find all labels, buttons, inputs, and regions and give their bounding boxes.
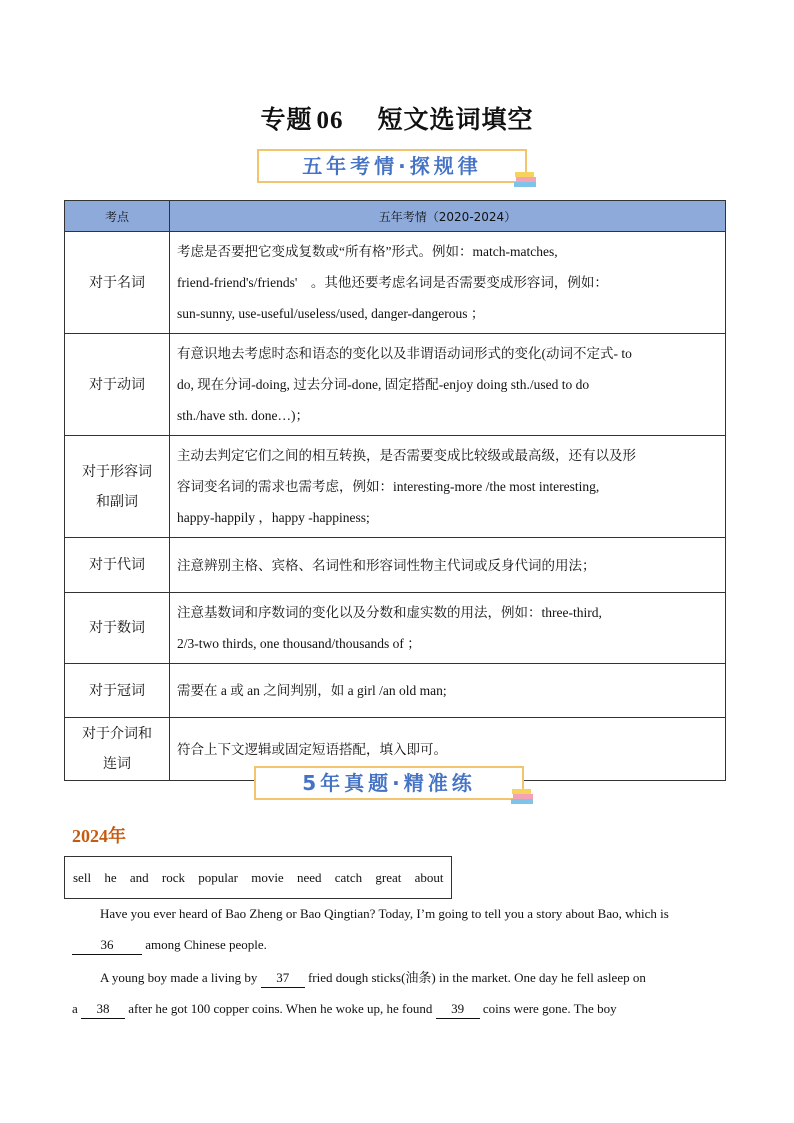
row-key: 对于动词: [65, 334, 170, 436]
word-bank-item: need: [296, 870, 322, 885]
table-row: [65, 436, 726, 538]
passage-paragraph: [72, 898, 722, 929]
row-key: 对于代词: [65, 538, 170, 593]
banner-label: 5年真题·精准练: [302, 771, 476, 795]
header-detail: 五年考情（2020-2024）: [170, 201, 726, 232]
word-bank-item: great: [375, 870, 402, 885]
section-banner-practice: [254, 766, 524, 800]
passage-text: A young boy made a living by: [100, 970, 261, 985]
detail-line: 需要在 a 或 an 之间判别，如 a girl /an old man;: [177, 683, 447, 698]
word-bank-item: rock: [161, 870, 185, 885]
blank-36[interactable]: 36: [72, 936, 142, 955]
passage-text: among Chinese people.: [142, 937, 267, 952]
word-bank-item: sell: [73, 870, 92, 885]
row-key-line: 对于形容词: [82, 463, 152, 480]
passage-paragraph: [72, 929, 722, 960]
year-heading: 2024年: [72, 826, 126, 846]
row-detail: [170, 593, 726, 664]
header-key: 考点: [65, 201, 170, 232]
table-row: [65, 593, 726, 664]
row-detail: [170, 664, 726, 718]
blank-38[interactable]: 38: [81, 1000, 125, 1019]
word-bank-item: he: [104, 870, 117, 885]
row-key-line: 和副词: [96, 493, 138, 510]
detail-line: 容词变名词的需求也需考虑，例如：interesting-more /the most interesting,: [177, 479, 600, 494]
word-bank-item: movie: [251, 870, 284, 885]
books-icon: [513, 171, 539, 189]
detail-line: 2/3-two thirds, one thousand/thousands of ；: [177, 636, 421, 651]
detail-line: 主动去判定它们之间的相互转换，是否需要变成比较级或最高级，还有以及形: [177, 448, 636, 463]
table-row: [65, 664, 726, 718]
blank-37[interactable]: 37: [261, 969, 305, 988]
title-subject: 短文选词填空: [377, 105, 534, 134]
word-bank-item: catch: [334, 870, 363, 885]
detail-line: 有意识地去考虑时态和语态的变化以及非谓语动词形式的变化(动词不定式- to: [177, 346, 632, 361]
title-number: 06: [316, 107, 344, 134]
word-bank-item: about: [414, 870, 444, 885]
table-row: [65, 538, 726, 593]
row-detail: [170, 538, 726, 593]
row-key: [65, 436, 170, 538]
section-banner-five-year: [257, 149, 527, 183]
row-key: 对于冠词: [65, 664, 170, 718]
passage-text: Have you ever heard of Bao Zheng or Bao Qingtian? Today, I’m going to tell you a story about Bao, which is: [100, 906, 669, 921]
table-row: [65, 232, 726, 334]
row-key: 对于名词: [65, 232, 170, 334]
word-bank-item: popular: [198, 870, 238, 885]
row-key-line: 连词: [103, 756, 131, 772]
passage-paragraph: [72, 993, 722, 1024]
passage-text: fried dough sticks(油条) in the market. One day he fell asleep on: [304, 970, 646, 985]
detail-line: 考虑是否要把它变成复数或“所有格”形式。例如：match-matches,: [177, 244, 558, 259]
detail-line: happy-happily ，happy -happiness;: [177, 510, 370, 525]
blank-39[interactable]: 39: [436, 1000, 480, 1019]
row-key: [65, 718, 170, 781]
passage-paragraph: [72, 962, 722, 993]
word-bank-item: and: [129, 870, 149, 885]
detail-line: friend-friend's/friends' 。其他还要考虑名词是否需要变成形容词，例如：: [177, 275, 608, 290]
row-key-line: 对于介词和: [82, 726, 152, 742]
exam-info-table: [64, 200, 726, 781]
row-detail: [170, 334, 726, 436]
detail-line: sun-sunny, use-useful/useless/used, danger-dangerous ；: [177, 306, 485, 321]
detail-line: 注意辨别主格、宾格、名词性和形容词性物主代词或反身代词的用法；: [177, 557, 596, 573]
passage-text: a: [72, 1001, 82, 1016]
detail-line: 注意基数词和序数词的变化以及分数和虚实数的用法，例如：three-third,: [177, 605, 602, 620]
books-icon: [510, 788, 536, 806]
row-detail: [170, 232, 726, 334]
passage-text: coins were gone. The boy: [479, 1001, 617, 1016]
banner-label: 五年考情·探规律: [302, 154, 482, 178]
word-bank: [64, 856, 452, 899]
detail-line: do, 现在分词-doing, 过去分词-done, 固定搭配-enjoy doing sth./used to do: [177, 377, 590, 392]
passage-text: after he got 100 copper coins. When he woke up, he found: [125, 1001, 436, 1016]
detail-line: sth./have sth. done…)；: [177, 408, 309, 423]
page-title: [0, 100, 794, 136]
row-detail: [170, 436, 726, 538]
title-prefix: 专题: [260, 105, 313, 134]
table-row: [65, 334, 726, 436]
detail-line: 符合上下文逻辑或固定短语搭配，填入即可。: [177, 741, 447, 757]
row-key: 对于数词: [65, 593, 170, 664]
